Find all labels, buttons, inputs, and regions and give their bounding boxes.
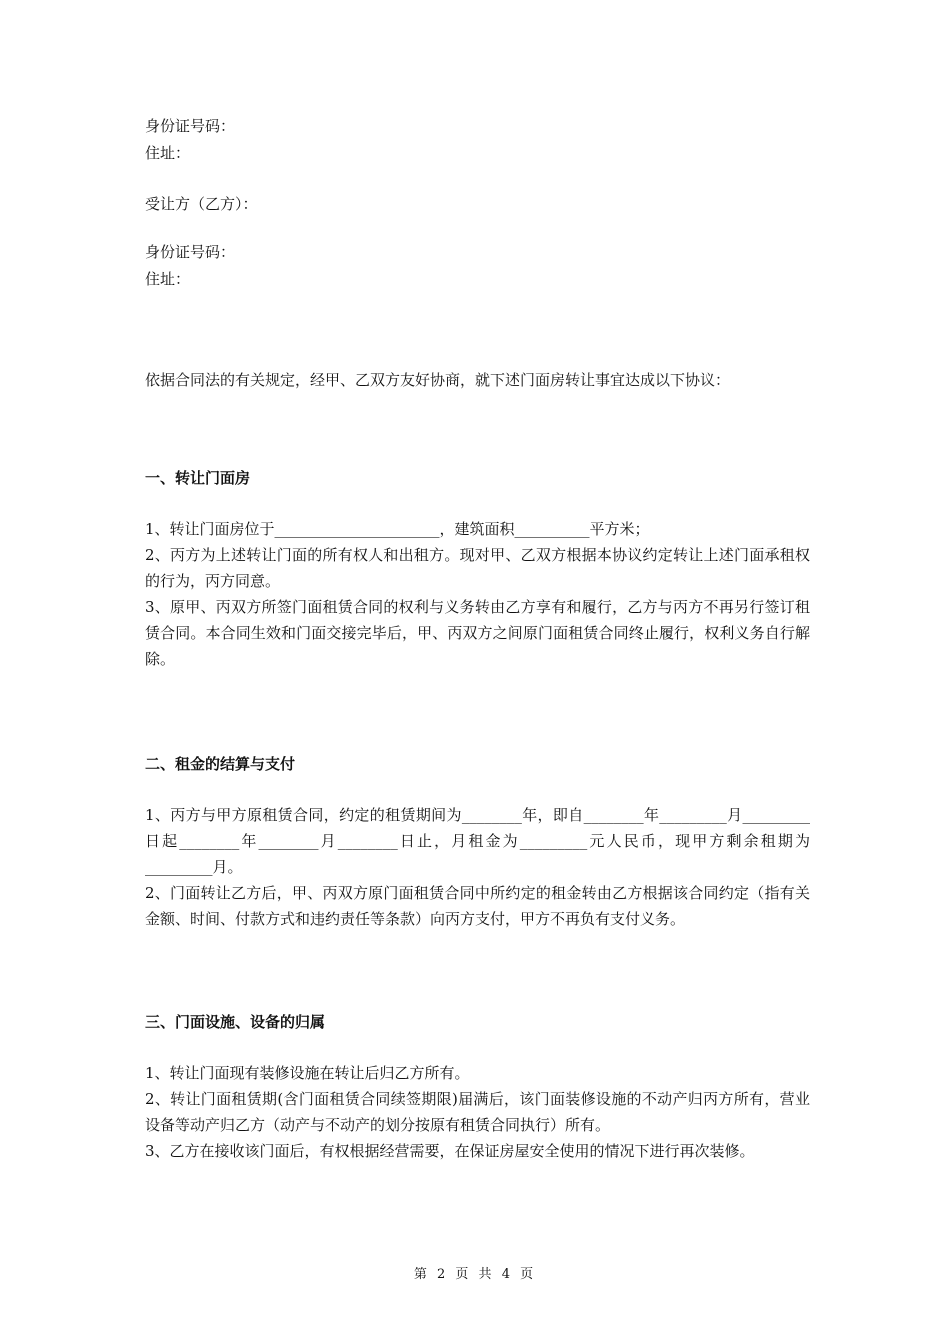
section-3-item-3: 3、乙方在接收该门面后，有权根据经营需要，在保证房屋安全使用的情况下进行再次装修。 <box>145 1142 755 1160</box>
section-1-item-1: 1、转让门面房位于______________________，建筑面积__________平方米； <box>145 520 650 538</box>
section-1-title: 一、转让门面房 <box>145 469 251 487</box>
section-3-item-2: 2、转让门面租赁期(含门面租赁合同续签期限)届满后，该门面装修设施的不动产归丙方所有，营业设备等动产归乙方（动产与不动产的划分按原有租赁合同执行）所有。 <box>145 1090 810 1134</box>
second-party-id-label: 身份证号码： <box>145 243 236 261</box>
first-party-address-label: 住址： <box>145 144 191 162</box>
first-party-id-label: 身份证号码： <box>145 117 236 135</box>
section-1-item-3: 3、原甲、丙双方所签门面租赁合同的权利与义务转由乙方享有和履行，乙方与丙方不再另行签订租赁合同。本合同生效和门面交接完毕后，甲、丙双方之间原门面租赁合同终止履行，权利义务自行解除。 <box>145 598 810 668</box>
section-2-title: 二、租金的结算与支付 <box>145 755 296 773</box>
second-party-address-label: 住址： <box>145 270 191 288</box>
section-2-item-2: 2、门面转让乙方后，甲、丙双方原门面租赁合同中所约定的租金转由乙方根据该合同约定（指有关金额、时间、付款方式和违约责任等条款）向丙方支付，甲方不再负有支付义务。 <box>145 884 810 928</box>
intro-paragraph: 依据合同法的有关规定，经甲、乙双方友好协商，就下述门面房转让事宜达成以下协议： <box>145 371 731 389</box>
section-3-item-1: 1、转让门面现有装修设施在转让后归乙方所有。 <box>145 1064 470 1082</box>
assignee-label: 受让方（乙方）： <box>145 195 258 213</box>
section-2-item-1: 1、丙方与甲方原租赁合同，约定的租赁期间为________年，即自________年_________月_________日起________年________月________日止，月租金为_________元人民币，现甲方剩余租期为_________月。 <box>145 806 810 876</box>
section-3-title: 三、门面设施、设备的归属 <box>145 1013 326 1031</box>
page-number-footer: 第 2 页 共 4 页 <box>413 1267 537 1282</box>
section-1-item-2: 2、丙方为上述转让门面的所有权人和出租方。现对甲、乙双方根据本协议约定转让上述门面承租权的行为，丙方同意。 <box>145 546 810 590</box>
